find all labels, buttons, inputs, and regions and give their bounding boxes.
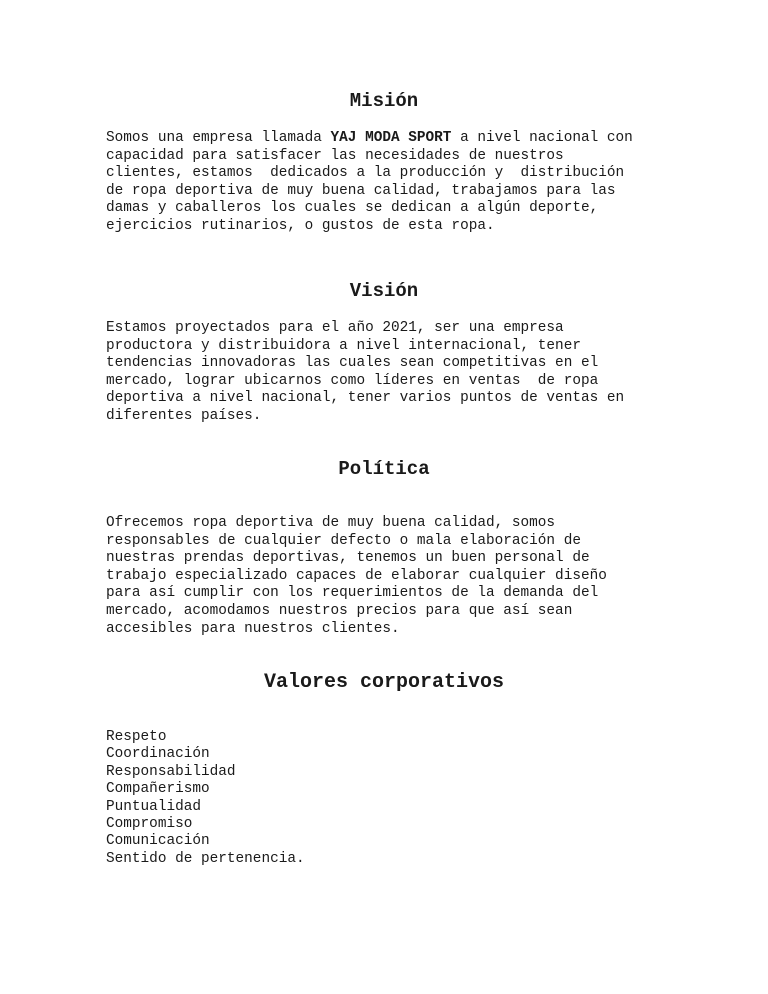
mision-body: capacidad para satisfacer las necesidades de nuestros clientes, estamos dedicados a la producción y distribución de ropa deportiva de muy buena calidad, trabajamos para las damas y caballeros los cuales se dedican a algún deporte, ejercicios rutinarios, o gustos de esta ropa. <box>106 147 625 234</box>
politica-paragraph: Ofrecemos ropa deportiva de muy buena calidad, somos responsables de cualquier defecto o mala elaboración de nuestras prendas deportivas, tenemos un buen personal de trabajo especializado capaces de elaborar cualquier diseño para así cumplir con los requerimientos de la demanda del mercado, acomodamos nuestros precios para que así sean accesibles para nuestros clientes. <box>106 515 607 637</box>
list-item: Sentido de pertenencia. <box>106 850 305 867</box>
list-item: Compañerismo <box>106 781 210 798</box>
list-item: Respeto <box>106 729 167 745</box>
vision-paragraph: Estamos proyectados para el año 2021, ser una empresa productora y distribuidora a nivel internacional, tener tendencias innovadoras las cuales sean competitivas en el mercado, lograr ubicarnos como líderes en ventas de ropa deportiva a nivel nacional, tener varios puntos de ventas en diferentes países. <box>106 320 625 424</box>
list-item: Comunicación <box>106 833 210 850</box>
list-item: Compromiso <box>106 816 193 833</box>
list-item: Coordinación <box>106 746 210 763</box>
politica-title: Política <box>338 458 430 480</box>
list-item: Responsabilidad <box>106 763 236 780</box>
vision-title: Visión <box>349 280 419 302</box>
list-item: Puntualidad <box>106 798 201 815</box>
company-name: YAJ MODA SPORT <box>330 130 452 146</box>
valores-list <box>106 729 305 868</box>
valores-title: Valores corporativos <box>263 671 505 694</box>
mision-line1-pre: Somos una empresa llamada <box>106 130 331 146</box>
mision-title: Misión <box>349 90 419 112</box>
mision-paragraph <box>106 130 666 236</box>
mision-line1-post: a nivel nacional con <box>451 130 633 146</box>
